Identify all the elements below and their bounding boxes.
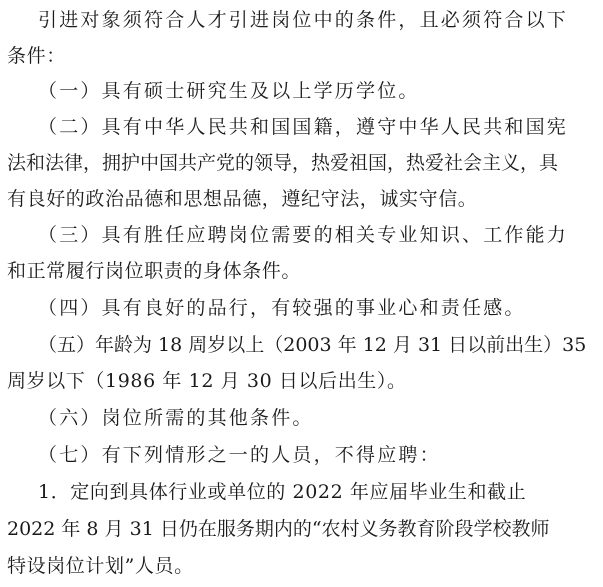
condition-1-line: （一）具有硕士研究生及以上学历学位。 — [38, 80, 420, 102]
condition-5-line-2: 周岁以下（1986 年 12 月 30 日以后出生）。 — [7, 370, 407, 392]
condition-6-line: （六）岗位所需的其他条件。 — [38, 407, 314, 429]
paragraph-line-2: 条件： — [7, 45, 66, 67]
condition-4-line: （四）具有良好的品行，有较强的事业心和责任感。 — [38, 297, 526, 319]
condition-5-line-1: （五）年龄为 18 周岁以上（2003 年 12 月 31 日以前出生）35 — [38, 334, 587, 356]
condition-2-line-1: （二）具有中华人民共和国国籍，遵守中华人民共和国宪 — [38, 116, 569, 138]
condition-2-line-3: 有良好的政治品德和思想品德，遵纪守法，诚实守信。 — [7, 188, 478, 210]
condition-7-line: （七）有下列情形之一的人员，不得应聘： — [38, 444, 441, 466]
item-1-line-1: 1．定向到具体行业或单位的 2022 年应届毕业生和截止 — [38, 481, 527, 503]
item-1-line-3: 特设岗位计划”人员。 — [7, 555, 194, 577]
paragraph-line-1: 引进对象须符合人才引进岗位中的条件，且必须符合以下 — [38, 9, 569, 31]
condition-3-line-1: （三）具有胜任应聘岗位需要的相关专业知识、工作能力 — [38, 224, 569, 246]
condition-3-line-2: 和正常履行岗位职责的身体条件。 — [7, 260, 302, 282]
condition-2-line-2: 法和法律，拥护中国共产党的领导，热爱祖国，热爱社会主义，具 — [7, 152, 559, 174]
item-1-line-2: 2022 年 8 月 31 日仍在服务期内的“农村义务教育阶段学校教师 — [7, 518, 550, 540]
